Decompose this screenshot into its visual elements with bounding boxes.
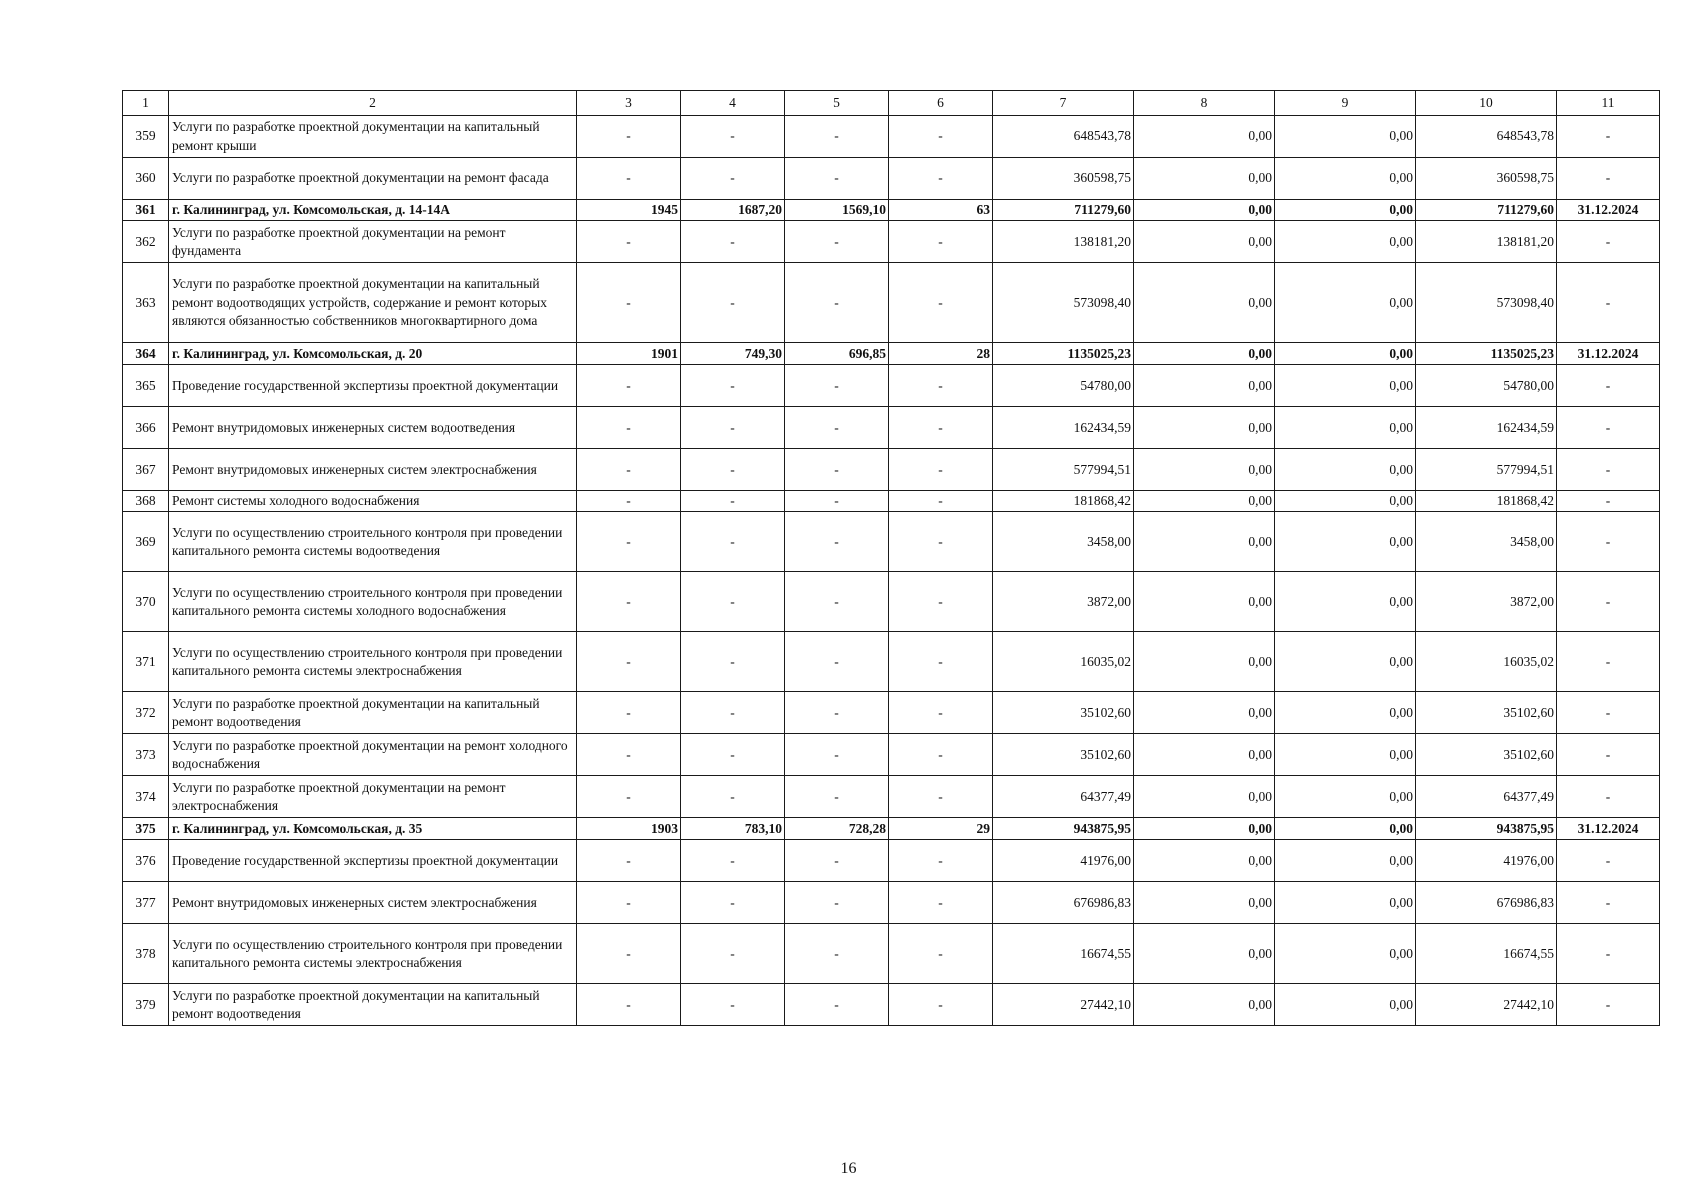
column-header: 7 [993,91,1134,116]
value-cell: - [681,512,785,572]
value-cell: 0,00 [1134,924,1275,984]
value-cell: - [577,365,681,407]
value-cell: - [577,407,681,449]
value-cell: 0,00 [1134,116,1275,158]
value-cell: 0,00 [1275,221,1416,263]
value-cell: 0,00 [1275,776,1416,818]
value-cell: - [577,449,681,491]
value-cell: 64377,49 [993,776,1134,818]
table-row [123,882,1660,924]
work-name-cell: Услуги по разработке проектной документации на ремонт электроснабжения [169,776,577,818]
row-number-cell: 372 [123,692,169,734]
value-cell: 648543,78 [1416,116,1557,158]
value-cell: 0,00 [1275,984,1416,1026]
table-row [123,572,1660,632]
row-number-cell: 374 [123,776,169,818]
deadline-cell: - [1557,263,1660,343]
value-cell: - [681,776,785,818]
value-cell: 0,00 [1275,840,1416,882]
value-cell: 0,00 [1275,692,1416,734]
value-cell: - [889,840,993,882]
column-header: 4 [681,91,785,116]
value-cell: 0,00 [1134,632,1275,692]
value-cell: 16674,55 [1416,924,1557,984]
value-cell: - [889,572,993,632]
value-cell: 0,00 [1275,512,1416,572]
column-header: 8 [1134,91,1275,116]
value-cell: - [681,116,785,158]
table-body [123,91,1660,1026]
work-name-cell: Проведение государственной экспертизы проектной документации [169,840,577,882]
value-cell: 0,00 [1275,491,1416,512]
value-cell: - [889,882,993,924]
value-cell: 648543,78 [993,116,1134,158]
column-header: 6 [889,91,993,116]
value-cell: 0,00 [1134,491,1275,512]
value-cell: 0,00 [1134,343,1275,365]
deadline-cell: - [1557,449,1660,491]
work-name-cell: Услуги по разработке проектной документации на капитальный ремонт водоотведения [169,692,577,734]
work-name-cell: Услуги по осуществлению строительного контроля при проведении капитального ремонта системы холодного водоснабжения [169,572,577,632]
value-cell: 41976,00 [1416,840,1557,882]
work-name-cell: Ремонт внутридомовых инженерных систем водоотведения [169,407,577,449]
value-cell: - [681,221,785,263]
work-name-cell: Услуги по разработке проектной документации на ремонт фасада [169,158,577,200]
value-cell: - [577,263,681,343]
value-cell: 162434,59 [1416,407,1557,449]
value-cell: - [577,572,681,632]
value-cell: 35102,60 [1416,734,1557,776]
work-name-cell: Ремонт внутридомовых инженерных систем электроснабжения [169,882,577,924]
value-cell: 0,00 [1134,200,1275,221]
column-number-header-row [123,91,1660,116]
deadline-cell: - [1557,924,1660,984]
work-name-cell: Ремонт внутридомовых инженерных систем электроснабжения [169,449,577,491]
value-cell: 1135025,23 [1416,343,1557,365]
deadline-cell: - [1557,840,1660,882]
value-cell: - [785,632,889,692]
work-name-cell: Ремонт системы холодного водоснабжения [169,491,577,512]
row-number-cell: 368 [123,491,169,512]
value-cell: - [785,512,889,572]
value-cell: 3872,00 [993,572,1134,632]
value-cell: - [577,984,681,1026]
value-cell: 54780,00 [1416,365,1557,407]
value-cell: - [785,116,889,158]
table-row [123,491,1660,512]
value-cell: - [889,734,993,776]
value-cell: 0,00 [1134,449,1275,491]
table-row [123,365,1660,407]
value-cell: - [577,491,681,512]
value-cell: 16035,02 [1416,632,1557,692]
value-cell: 3458,00 [1416,512,1557,572]
value-cell: 943875,95 [993,818,1134,840]
value-cell: 728,28 [785,818,889,840]
column-header: 3 [577,91,681,116]
value-cell: 0,00 [1134,734,1275,776]
value-cell: - [681,882,785,924]
value-cell: 0,00 [1134,221,1275,263]
value-cell: 0,00 [1275,343,1416,365]
value-cell: 711279,60 [993,200,1134,221]
value-cell: - [577,692,681,734]
value-cell: - [681,263,785,343]
value-cell: 1135025,23 [993,343,1134,365]
row-number-cell: 361 [123,200,169,221]
value-cell: 27442,10 [993,984,1134,1026]
value-cell: 783,10 [681,818,785,840]
value-cell: - [889,407,993,449]
value-cell: 943875,95 [1416,818,1557,840]
value-cell: 0,00 [1275,449,1416,491]
value-cell: - [889,692,993,734]
work-name-cell: Услуги по разработке проектной документации на ремонт фундамента [169,221,577,263]
value-cell: 0,00 [1134,692,1275,734]
deadline-cell: - [1557,984,1660,1026]
table-row [123,512,1660,572]
row-number-cell: 370 [123,572,169,632]
value-cell: 35102,60 [993,734,1134,776]
deadline-cell: - [1557,882,1660,924]
value-cell: - [681,572,785,632]
value-cell: - [785,221,889,263]
value-cell: - [889,365,993,407]
row-number-cell: 364 [123,343,169,365]
value-cell: 181868,42 [1416,491,1557,512]
deadline-cell: 31.12.2024 [1557,818,1660,840]
value-cell: - [785,692,889,734]
value-cell: 711279,60 [1416,200,1557,221]
row-number-cell: 362 [123,221,169,263]
table-row [123,776,1660,818]
value-cell: 0,00 [1275,882,1416,924]
table-row [123,692,1660,734]
row-number-cell: 379 [123,984,169,1026]
value-cell: 64377,49 [1416,776,1557,818]
value-cell: 0,00 [1134,818,1275,840]
value-cell: 0,00 [1275,158,1416,200]
value-cell: 0,00 [1134,572,1275,632]
table-row [123,840,1660,882]
row-number-cell: 375 [123,818,169,840]
value-cell: 696,85 [785,343,889,365]
value-cell: 0,00 [1134,407,1275,449]
value-cell: - [577,221,681,263]
deadline-cell: - [1557,776,1660,818]
table-row [123,984,1660,1026]
value-cell: 1903 [577,818,681,840]
value-cell: 0,00 [1134,984,1275,1026]
value-cell: 749,30 [681,343,785,365]
row-number-cell: 378 [123,924,169,984]
work-name-cell: Услуги по разработке проектной документации на капитальный ремонт водоотведения [169,984,577,1026]
value-cell: 3458,00 [993,512,1134,572]
value-cell: - [785,158,889,200]
work-name-cell: Проведение государственной экспертизы проектной документации [169,365,577,407]
value-cell: 1687,20 [681,200,785,221]
table-row [123,158,1660,200]
value-cell: 138181,20 [1416,221,1557,263]
value-cell: 0,00 [1275,924,1416,984]
value-cell: - [889,263,993,343]
row-number-cell: 373 [123,734,169,776]
value-cell: - [681,632,785,692]
value-cell: - [889,491,993,512]
value-cell: - [577,840,681,882]
column-header: 11 [1557,91,1660,116]
value-cell: 35102,60 [1416,692,1557,734]
value-cell: - [785,572,889,632]
value-cell: 138181,20 [993,221,1134,263]
value-cell: - [577,776,681,818]
value-cell: - [577,158,681,200]
work-name-cell: Услуги по разработке проектной документации на капитальный ремонт крыши [169,116,577,158]
value-cell: - [785,924,889,984]
deadline-cell: - [1557,632,1660,692]
value-cell: 360598,75 [1416,158,1557,200]
table-row [123,221,1660,263]
deadline-cell: 31.12.2024 [1557,343,1660,365]
value-cell: 0,00 [1134,776,1275,818]
value-cell: 0,00 [1275,818,1416,840]
value-cell: - [681,158,785,200]
row-number-cell: 377 [123,882,169,924]
address-row [123,818,1660,840]
value-cell: 573098,40 [993,263,1134,343]
value-cell: 41976,00 [993,840,1134,882]
value-cell: - [785,491,889,512]
value-cell: 54780,00 [993,365,1134,407]
value-cell: - [785,734,889,776]
value-cell: 16035,02 [993,632,1134,692]
value-cell: - [681,407,785,449]
value-cell: 676986,83 [1416,882,1557,924]
value-cell: - [889,449,993,491]
value-cell: - [681,924,785,984]
deadline-cell: - [1557,365,1660,407]
deadline-cell: 31.12.2024 [1557,200,1660,221]
work-name-cell: Услуги по разработке проектной документации на капитальный ремонт водоотводящих устройств, содержание и ремонт которых являются обязанностью собственников многоквартирного дома [169,263,577,343]
value-cell: - [785,407,889,449]
value-cell: - [785,882,889,924]
value-cell: 0,00 [1275,734,1416,776]
value-cell: 0,00 [1134,840,1275,882]
value-cell: 577994,51 [1416,449,1557,491]
value-cell: 16674,55 [993,924,1134,984]
value-cell: 573098,40 [1416,263,1557,343]
table-row [123,449,1660,491]
work-name-cell: Услуги по осуществлению строительного контроля при проведении капитального ремонта системы электроснабжения [169,924,577,984]
deadline-cell: - [1557,221,1660,263]
value-cell: 181868,42 [993,491,1134,512]
value-cell: - [577,512,681,572]
value-cell: 1945 [577,200,681,221]
value-cell: 0,00 [1275,365,1416,407]
value-cell: - [681,365,785,407]
value-cell: 29 [889,818,993,840]
table-row [123,263,1660,343]
value-cell: - [681,840,785,882]
value-cell: 0,00 [1134,263,1275,343]
value-cell: - [681,491,785,512]
deadline-cell: - [1557,512,1660,572]
work-name-cell: г. Калининград, ул. Комсомольская, д. 14-14А [169,200,577,221]
deadline-cell: - [1557,491,1660,512]
value-cell: 0,00 [1134,365,1275,407]
row-number-cell: 376 [123,840,169,882]
value-cell: - [785,365,889,407]
value-cell: 162434,59 [993,407,1134,449]
deadline-cell: - [1557,734,1660,776]
value-cell: 0,00 [1275,116,1416,158]
table-row [123,734,1660,776]
value-cell: - [785,263,889,343]
column-header: 9 [1275,91,1416,116]
table-row [123,632,1660,692]
value-cell: - [577,882,681,924]
value-cell: - [577,924,681,984]
value-cell: 0,00 [1275,632,1416,692]
row-number-cell: 365 [123,365,169,407]
value-cell: 27442,10 [1416,984,1557,1026]
value-cell: - [785,984,889,1026]
value-cell: 0,00 [1275,200,1416,221]
value-cell: - [785,449,889,491]
work-name-cell: г. Калининград, ул. Комсомольская, д. 20 [169,343,577,365]
row-number-cell: 371 [123,632,169,692]
row-number-cell: 360 [123,158,169,200]
value-cell: 1901 [577,343,681,365]
value-cell: - [577,632,681,692]
deadline-cell: - [1557,116,1660,158]
value-cell: - [577,116,681,158]
column-header: 2 [169,91,577,116]
value-cell: 0,00 [1275,572,1416,632]
work-name-cell: Услуги по осуществлению строительного контроля при проведении капитального ремонта системы водоотведения [169,512,577,572]
deadline-cell: - [1557,158,1660,200]
value-cell: - [889,158,993,200]
value-cell: 0,00 [1134,512,1275,572]
value-cell: 63 [889,200,993,221]
value-cell: - [889,221,993,263]
value-cell: - [889,512,993,572]
value-cell: 0,00 [1134,158,1275,200]
column-header: 1 [123,91,169,116]
row-number-cell: 369 [123,512,169,572]
table-row [123,116,1660,158]
value-cell: 3872,00 [1416,572,1557,632]
deadline-cell: - [1557,692,1660,734]
value-cell: 360598,75 [993,158,1134,200]
table-row [123,924,1660,984]
work-name-cell: Услуги по осуществлению строительного контроля при проведении капитального ремонта системы электроснабжения [169,632,577,692]
value-cell: 0,00 [1134,882,1275,924]
row-number-cell: 359 [123,116,169,158]
value-cell: - [681,984,785,1026]
work-name-cell: Услуги по разработке проектной документации на ремонт холодного водоснабжения [169,734,577,776]
repair-program-table [122,90,1660,1026]
value-cell: - [889,116,993,158]
table-row [123,407,1660,449]
value-cell: 676986,83 [993,882,1134,924]
value-cell: - [889,984,993,1026]
value-cell: 0,00 [1275,407,1416,449]
value-cell: - [681,734,785,776]
work-name-cell: г. Калининград, ул. Комсомольская, д. 35 [169,818,577,840]
deadline-cell: - [1557,407,1660,449]
row-number-cell: 363 [123,263,169,343]
value-cell: 1569,10 [785,200,889,221]
address-row [123,200,1660,221]
deadline-cell: - [1557,572,1660,632]
value-cell: - [889,776,993,818]
value-cell: 577994,51 [993,449,1134,491]
row-number-cell: 366 [123,407,169,449]
value-cell: - [681,692,785,734]
value-cell: 0,00 [1275,263,1416,343]
value-cell: - [785,840,889,882]
value-cell: - [577,734,681,776]
page-number: 16 [840,1160,857,1177]
value-cell: - [889,632,993,692]
value-cell: 35102,60 [993,692,1134,734]
value-cell: 28 [889,343,993,365]
address-row [123,343,1660,365]
value-cell: - [785,776,889,818]
value-cell: - [681,449,785,491]
row-number-cell: 367 [123,449,169,491]
column-header: 10 [1416,91,1557,116]
column-header: 5 [785,91,889,116]
value-cell: - [889,924,993,984]
